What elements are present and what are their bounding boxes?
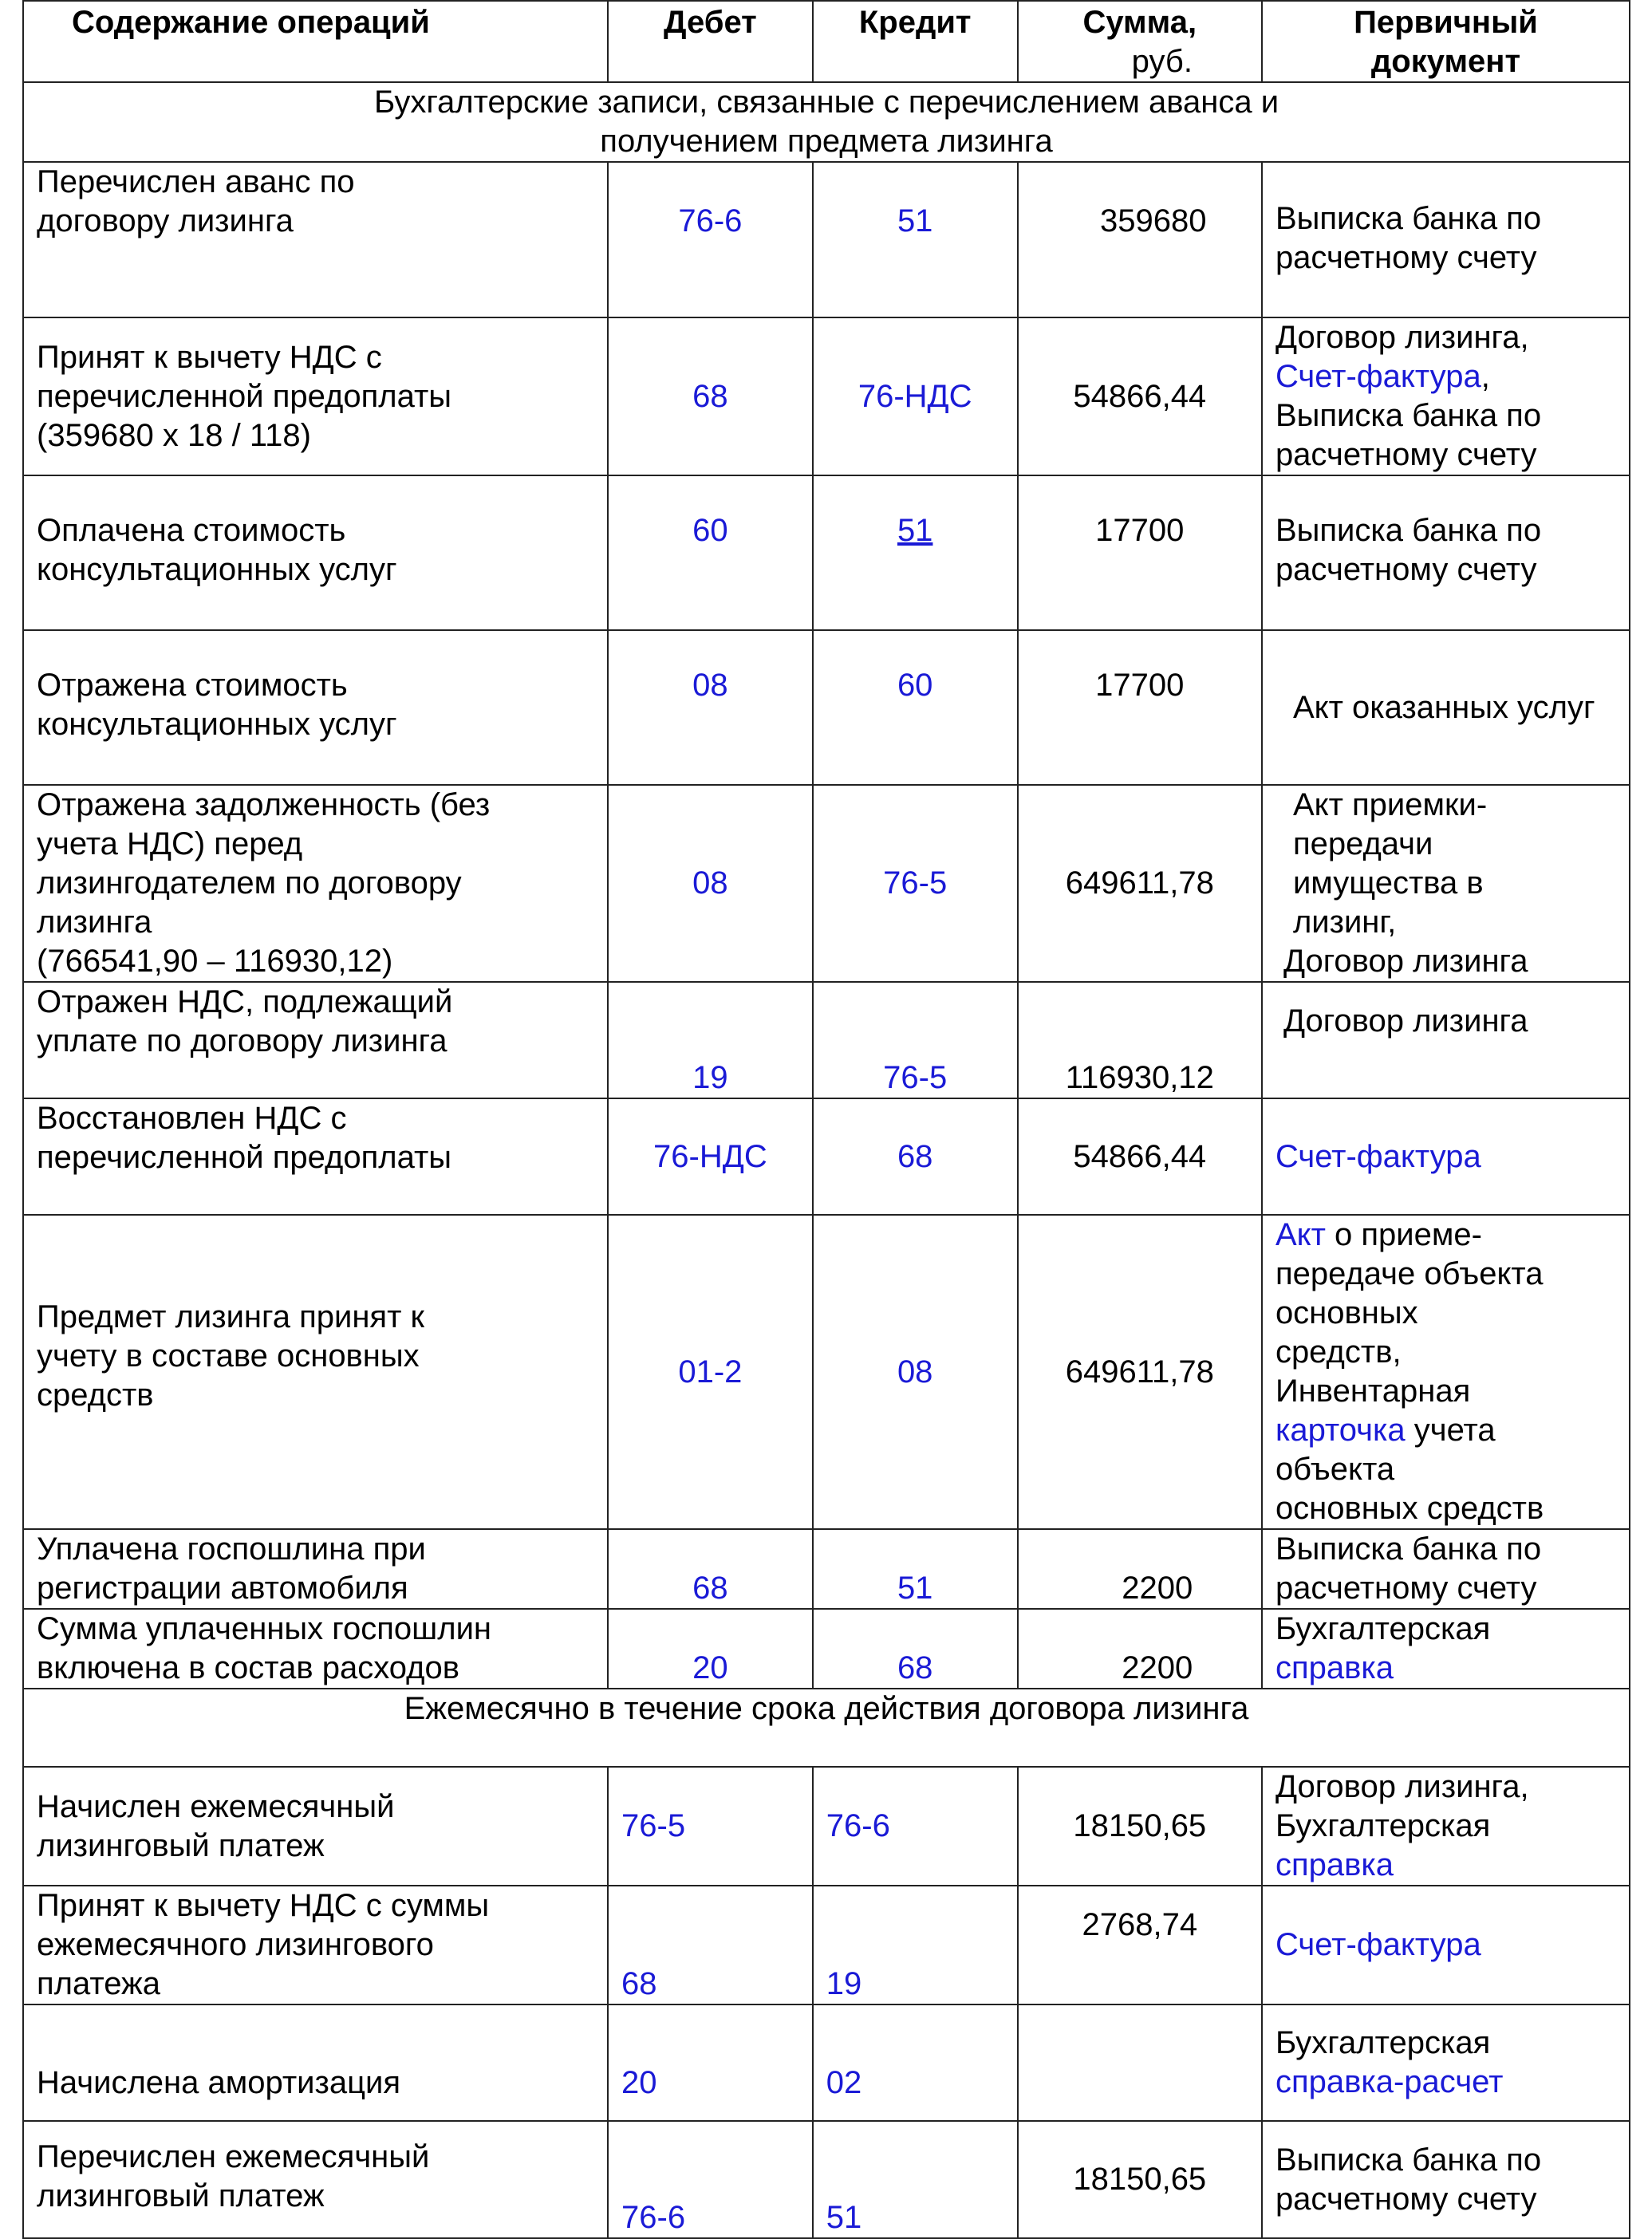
col-header-document-line2: документ	[1370, 44, 1521, 79]
document-text: учета объекта основных средств	[1275, 1413, 1544, 1526]
credit-cell: 76-6	[813, 1767, 1018, 1886]
debit-cell: 20	[608, 1609, 813, 1689]
act-link[interactable]: Акт	[1275, 1217, 1326, 1252]
section-title: Ежемесячно в течение срока действия договора лизинга	[23, 1689, 1630, 1767]
document-cell: Выписка банка по расчетному счету	[1262, 475, 1630, 630]
operation-cell: Начислен ежемесячный лизинговый платеж	[23, 1767, 608, 1886]
operation-cell: Восстановлен НДС с перечисленной предоплаты	[23, 1098, 608, 1215]
operation-cell: Перечислен ежемесячный лизинговый платеж	[23, 2121, 608, 2238]
invoice-link[interactable]: Счет-фактура	[1275, 359, 1481, 394]
certificate-link[interactable]: справка	[1275, 1650, 1394, 1685]
col-header-document	[1262, 1, 1630, 82]
col-header-sum-label: Сумма,	[1082, 5, 1197, 40]
debit-cell: 19	[608, 982, 813, 1098]
debit-cell: 76-5	[608, 1767, 813, 1886]
credit-cell: 02	[813, 2004, 1018, 2121]
debit-cell: 08	[608, 630, 813, 785]
document-cell: Договор лизинга	[1262, 982, 1630, 1098]
document-cell	[1262, 1215, 1630, 1529]
debit-cell: 08	[608, 785, 813, 982]
document-text: Договор лизинга, Бухгалтерская	[1275, 1769, 1529, 1843]
debit-cell: 20	[608, 2004, 813, 2121]
table-row	[23, 1529, 1630, 1609]
operation-cell: Предмет лизинга принят к учету в составе основных средств	[23, 1215, 608, 1529]
debit-cell: 68	[608, 1529, 813, 1609]
table-row	[23, 317, 1630, 475]
table-row	[23, 2121, 1630, 2238]
table-row	[23, 1215, 1630, 1529]
document-text: Бухгалтерская	[1275, 1611, 1491, 1646]
section-title: Бухгалтерские записи, связанные с перечислением аванса и получением предмета лизинга	[23, 82, 1630, 162]
table-row	[23, 630, 1630, 785]
document-text: Выписка банка по расчетному счету	[1275, 398, 1542, 472]
sum-cell: 54866,44	[1018, 317, 1262, 475]
credit-cell: 68	[813, 1609, 1018, 1689]
sum-cell: 649611,78	[1018, 1215, 1262, 1529]
sum-cell: 2768,74	[1018, 1886, 1262, 2004]
credit-cell: 19	[813, 1886, 1018, 2004]
sum-cell: 17700	[1018, 475, 1262, 630]
debit-cell: 76-НДС	[608, 1098, 813, 1215]
invoice-link[interactable]: Счет-фактура	[1262, 1098, 1630, 1215]
col-header-credit: Кредит	[813, 1, 1018, 82]
debit-cell: 76-6	[608, 162, 813, 317]
operation-cell: Уплачена госпошлина при регистрации автомобиля	[23, 1529, 608, 1609]
document-cell: Выписка банка по расчетному счету	[1262, 1529, 1630, 1609]
debit-cell: 76-6	[608, 2121, 813, 2238]
credit-cell: 76-НДС	[813, 317, 1018, 475]
credit-cell: 76-5	[813, 982, 1018, 1098]
document-text-end: Договор лизинга	[1283, 944, 1528, 979]
operation-cell: Отражена задолженность (без учета НДС) перед лизингодателем по договору лизинга (766541,90 – 116930,12)	[23, 785, 608, 982]
inventory-card-link[interactable]: карточка	[1275, 1413, 1406, 1448]
operation-cell: Принят к вычету НДС с перечисленной предоплаты (359680 х 18 / 118)	[23, 317, 608, 475]
operation-cell: Начислена амортизация	[23, 2004, 608, 2121]
invoice-link[interactable]: Счет-фактура	[1262, 1886, 1630, 2004]
table-row	[23, 1886, 1630, 2004]
table-row	[23, 1767, 1630, 1886]
table-row	[23, 1098, 1630, 1215]
table-row	[23, 475, 1630, 630]
calc-certificate-link[interactable]: справка-расчет	[1275, 2064, 1504, 2099]
credit-cell: 51	[813, 162, 1018, 317]
document-cell: Выписка банка по расчетному счету	[1262, 2121, 1630, 2238]
col-header-operations: Содержание операций	[23, 1, 608, 82]
section-row-advance	[23, 82, 1630, 162]
operation-cell: Перечислен аванс по договору лизинга	[23, 162, 608, 317]
table-row	[23, 785, 1630, 982]
credit-cell: 76-5	[813, 785, 1018, 982]
sum-cell	[1018, 2004, 1262, 2121]
operation-cell: Сумма уплаченных госпошлин включена в состав расходов	[23, 1609, 608, 1689]
table-row	[23, 1609, 1630, 1689]
certificate-link[interactable]: справка	[1275, 1847, 1394, 1882]
document-cell: Выписка банка по расчетному счету	[1262, 162, 1630, 317]
sum-cell: 116930,12	[1018, 982, 1262, 1098]
section-row-monthly	[23, 1689, 1630, 1767]
table-row	[23, 982, 1630, 1098]
col-header-document-line1: Первичный	[1354, 5, 1538, 40]
document-cell	[1262, 1609, 1630, 1689]
sum-cell: 18150,65	[1018, 2121, 1262, 2238]
operation-cell: Отражена стоимость консультационных услуг	[23, 630, 608, 785]
document-cell	[1262, 785, 1630, 982]
operation-cell: Принят к вычету НДС с суммы ежемесячного лизингового платежа	[23, 1886, 608, 2004]
sum-cell: 17700	[1018, 630, 1262, 785]
document-cell	[1262, 2004, 1630, 2121]
operation-cell: Оплачена стоимость консультационных услуг	[23, 475, 608, 630]
header-row	[23, 1, 1630, 82]
sum-cell: 54866,44	[1018, 1098, 1262, 1215]
credit-cell: 68	[813, 1098, 1018, 1215]
table-row	[23, 162, 1630, 317]
credit-link[interactable]: 51	[813, 475, 1018, 630]
document-text: Бухгалтерская	[1275, 2025, 1491, 2060]
ledger-table	[22, 0, 1630, 2239]
sum-cell: 649611,78	[1018, 785, 1262, 982]
col-header-debit: Дебет	[608, 1, 813, 82]
operation-cell: Отражен НДС, подлежащий уплате по договору лизинга	[23, 982, 608, 1098]
credit-cell: 51	[813, 2121, 1018, 2238]
col-header-sum	[1018, 1, 1262, 82]
credit-cell: 08	[813, 1215, 1018, 1529]
sum-cell: 2200	[1018, 1609, 1262, 1689]
table-row	[23, 2004, 1630, 2121]
document-cell	[1262, 1767, 1630, 1886]
debit-cell: 68	[608, 317, 813, 475]
debit-cell: 01-2	[608, 1215, 813, 1529]
sum-cell: 2200	[1018, 1529, 1262, 1609]
debit-cell: 68	[608, 1886, 813, 2004]
document-cell: Акт оказанных услуг	[1262, 630, 1630, 785]
document-text: о приеме- передаче объекта основных средств, Инвентарная	[1275, 1217, 1544, 1409]
credit-cell: 60	[813, 630, 1018, 785]
document-text: Договор лизинга,	[1275, 320, 1529, 355]
credit-cell: 51	[813, 1529, 1018, 1609]
debit-cell: 60	[608, 475, 813, 630]
document-text: ,	[1480, 359, 1490, 394]
document-cell	[1262, 317, 1630, 475]
document-text: Акт приемки- передачи имущества в лизинг,	[1292, 787, 1488, 940]
sum-cell: 18150,65	[1018, 1767, 1262, 1886]
col-header-sum-unit: руб.	[1131, 44, 1193, 79]
sum-cell: 359680	[1018, 162, 1262, 317]
